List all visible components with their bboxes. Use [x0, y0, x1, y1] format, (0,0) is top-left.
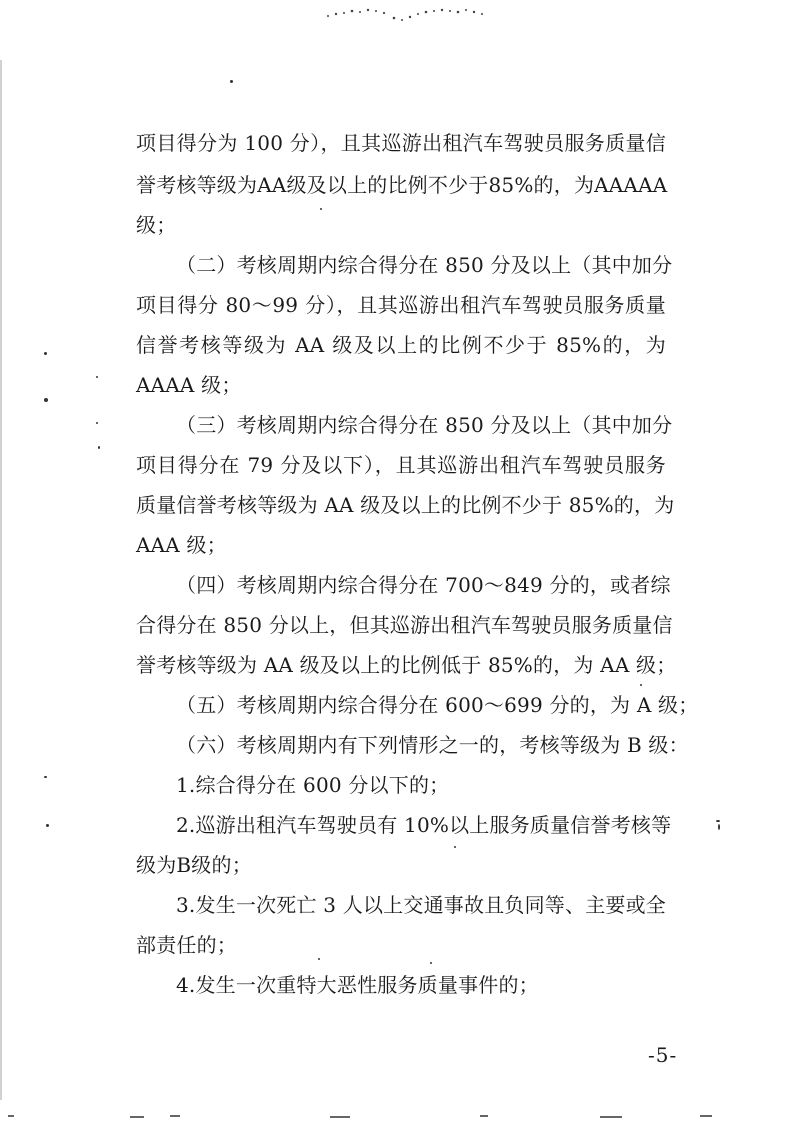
scan-speck	[44, 352, 47, 355]
scan-speck	[98, 446, 100, 449]
text-line: 项目得分 80～99 分），且其巡游出租汽车驾驶员服务质量	[136, 293, 666, 317]
text-line: 信誉考核等级为 AA 级及以上的比例不少于 85%的，为	[136, 333, 666, 357]
text-line: （六）考核周期内有下列情形之一的，考核等级为 B 级：	[176, 733, 689, 757]
text-line: AAA 级；	[136, 533, 227, 557]
text-line: 项目得分在 79 分及以下），且其巡游出租汽车驾驶员服务	[136, 453, 666, 477]
scan-speck	[96, 422, 98, 424]
scan-speck	[44, 776, 47, 778]
text-line: 级；	[136, 213, 177, 237]
text-line: （五）考核周期内综合得分在 600～699 分的，为 A 级；	[176, 693, 699, 717]
scan-smudge-bottom	[0, 1112, 791, 1120]
scan-speck	[46, 824, 49, 827]
text-line: 1.综合得分在 600 分以下的；	[176, 773, 450, 797]
page-number: -5-	[648, 1043, 678, 1067]
scan-speck	[716, 820, 720, 822]
text-line: 誉考核等级为AA级及以上的比例不少于85%的，为AAAAA	[136, 173, 668, 197]
text-line: 3.发生一次死亡 3 人以上交通事故且负同等、主要或全	[176, 893, 666, 917]
text-line: 誉考核等级为 AA 级及以上的比例低于 85%的，为 AA 级；	[136, 653, 677, 677]
text-line: AAAA 级；	[136, 373, 242, 397]
text-line: （二）考核周期内综合得分在 850 分及以上（其中加分	[176, 253, 673, 277]
text-line: 级为B级的；	[136, 853, 252, 877]
text-line: 2.巡游出租汽车驾驶员有 10%以上服务质量信誉考核等	[176, 813, 672, 837]
text-line: 质量信誉考核等级为 AA 级及以上的比例不少于 85%的，为	[136, 493, 675, 517]
scan-speck	[718, 824, 720, 830]
scan-speck	[640, 684, 642, 686]
text-line: 4.发生一次重特大恶性服务质量事件的；	[176, 973, 539, 997]
scan-edge-line	[0, 60, 2, 1100]
scan-speck	[230, 80, 233, 83]
text-line: 项目得分为 100 分），且其巡游出租汽车驾驶员服务质量信	[136, 131, 666, 155]
scan-smudge-top	[318, 2, 488, 24]
scan-speck	[96, 376, 98, 378]
scan-speck	[454, 846, 456, 848]
text-line: 合得分在 850 分以上，但其巡游出租汽车驾驶员服务质量信	[136, 613, 673, 637]
scan-speck	[44, 398, 48, 402]
text-line: （三）考核周期内综合得分在 850 分及以上（其中加分	[176, 413, 673, 437]
scan-speck	[430, 962, 432, 964]
text-line: （四）考核周期内综合得分在 700～849 分的，或者综	[176, 573, 671, 597]
text-line: 部责任的；	[136, 933, 237, 957]
